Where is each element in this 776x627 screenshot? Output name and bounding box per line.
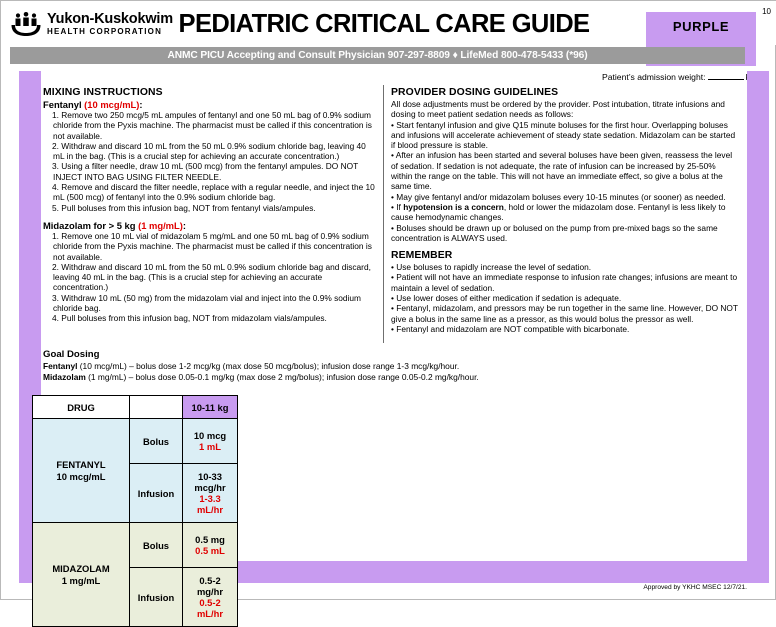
goal-fentanyl-detail: (10 mcg/mL) – bolus dose 1-2 mcg/kg (max dose 50 mcg/bolus); infusion dose range 1-3 mcg/kg/hour. xyxy=(77,361,460,371)
drug-name-midazolam: MIDAZOLAM xyxy=(52,562,110,574)
fentanyl-infusion-volume-unit: mL/hr xyxy=(196,504,224,516)
table-header-drug: DRUG xyxy=(33,396,130,419)
table-cell-route-infusion: Infusion xyxy=(130,568,183,627)
mixing-instructions-section xyxy=(43,87,379,324)
fentanyl-step: 3. Using a filter needle, draw 10 mL (500 mcg) from the fentanyl ampules. DO NOT INJECT INTO BAG USING FILTER NEEDLE. xyxy=(52,161,359,182)
goal-midazolam-name: Midazolam xyxy=(43,372,86,383)
midazolam-name: Midazolam for > 5 kg xyxy=(43,219,136,231)
goal-fentanyl-name: Fentanyl xyxy=(43,361,78,371)
goal-dosing-section xyxy=(43,349,513,383)
provider-bullet: • Start fentanyl infusion and give Q15 minute boluses for the first hour. Overlapping boluses and infusions will accelerate achievement of steady state sedation. Midazolam can be started if blood pressure is stable. xyxy=(391,119,736,151)
fentanyl-infusion-dose-value: 10-33 xyxy=(198,470,222,482)
fentanyl-step: 1. Remove two 250 mcg/5 mL ampules of fentanyl and one 50 mL bag of 0.9% sodium chloride from the Pyxis machine. The pharmacist must be called if this concentration is not available. xyxy=(52,110,372,141)
page-header xyxy=(1,1,776,45)
frame-right-bar xyxy=(747,71,769,583)
hypotension-prefix: • If xyxy=(391,201,404,212)
fentanyl-infusion-dose-unit: mcg/hr xyxy=(194,481,226,493)
midazolam-infusion-volume-unit: mL/hr xyxy=(196,608,224,620)
admission-weight-field xyxy=(602,72,755,82)
table-cell-fentanyl-infusion xyxy=(183,464,238,523)
goal-midazolam-detail: (1 mg/mL) – bolus dose 0.05-0.1 mg/kg (max dose 2 mg/bolus); infusion dose range 0.05-0.2 mg/kg/hour. xyxy=(85,372,479,383)
drug-conc-midazolam: 1 mg/mL xyxy=(61,574,101,586)
table-cell-route-bolus: Bolus xyxy=(130,419,183,464)
admission-weight-blank[interactable] xyxy=(708,79,744,80)
fentanyl-step: 4. Remove and discard the filter needle, replace with a regular needle, and inject the 10 mL (500 mcg) of fentanyl into the 0.9% sodium chloride bag. xyxy=(52,182,375,203)
table-header-row xyxy=(33,396,238,419)
provider-bullet: • After an infusion has been started and several boluses have been given, reassess the level of sedation. If sedation is not adequate, the rate of infusion can be increased by 25-50% within the range on the table. This will not have an immediate effect, so give a bolus at the same time. xyxy=(391,150,733,192)
midazolam-subheading xyxy=(43,220,379,231)
table-cell-fentanyl-bolus xyxy=(183,419,238,464)
midazolam-step: 1. Remove one 10 mL vial of midazolam 5 mg/mL and one 50 mL bag of 0.9% sodium chloride from the Pyxis machine. The pharmacist must be called if this concentration is not available. xyxy=(52,230,372,262)
goal-dosing-midazolam xyxy=(43,372,513,383)
table-cell-drug-fentanyl xyxy=(33,419,130,523)
table-cell-route-bolus: Bolus xyxy=(130,523,183,568)
provider-heading: PROVIDER DOSING GUIDELINES xyxy=(391,87,559,98)
provider-intro: All dose adjustments must be ordered by the provider. Post intubation, titrate infusions and dosing to meet patient sedation needs as follows: xyxy=(391,99,725,120)
table-header-route xyxy=(130,396,183,419)
dosing-table xyxy=(32,395,238,627)
midazolam-colon: : xyxy=(182,219,186,231)
org-name-primary: Yukon-Kuskokwim xyxy=(47,10,173,27)
fentanyl-concentration: (10 mcg/mL) xyxy=(84,99,140,110)
hypotension-suffix: , hold or lower the midazolam dose. Fentanyl is less likely to cause hemodynamic changes. xyxy=(391,201,726,223)
fentanyl-step: 5. Pull boluses from this infusion bag, NOT from fentanyl vials/ampules. xyxy=(52,202,316,213)
weight-color-label: PURPLE xyxy=(672,19,730,34)
midazolam-step: 2. Withdraw and discard 10 mL from the 50 mL 0.9% sodium chloride bag and discard, leaving 40 mL in the bag. (This is a crucial step for achieving an accurate concentration.) xyxy=(52,261,371,293)
midazolam-infusion-dose-unit: mg/hr xyxy=(196,585,224,597)
remember-bullet: • Use boluses to rapidly increase the level of sedation. xyxy=(391,262,592,273)
remember-heading: REMEMBER xyxy=(391,250,453,262)
org-name-secondary: HEALTH CORPORATION xyxy=(47,27,163,37)
midazolam-step: 4. Pull boluses from this infusion bag, NOT from midazolam vials/ampules. xyxy=(52,313,327,324)
fentanyl-name: Fentanyl xyxy=(43,99,82,110)
fentanyl-subheading xyxy=(43,99,379,110)
fentanyl-step: 2. Withdraw and discard 10 mL from the 50 mL 0.9% sodium chloride bag, leaving 40 mL in the bag. (This is a crucial step for achieving an accurate concentration.) xyxy=(52,140,366,162)
midazolam-step: 3. Withdraw 10 mL (50 mg) from the midazolam vial and inject into the 0.9% sodium chloride bag. xyxy=(52,292,362,314)
midazolam-infusion-dose-value: 0.5-2 xyxy=(199,574,221,586)
goal-dosing-heading: Goal Dosing xyxy=(43,349,100,360)
midazolam-bolus-volume: 0.5 mL xyxy=(195,545,225,556)
table-row xyxy=(33,523,238,568)
remember-bullet: • Patient will not have an immediate response to infusion rate changes; infusions are meant to maintain a level of sedation. xyxy=(391,272,738,293)
provider-bullet: • May give fentanyl and/or midazolam boluses every 10-15 minutes (or sooner) as needed. xyxy=(391,191,726,202)
provider-bullet: • Boluses should be drawn up or bolused on the pump from pre-mixed bags so the same concentration is ALWAYS used. xyxy=(391,222,718,243)
goal-dosing-fentanyl xyxy=(43,361,513,372)
provider-dosing-section xyxy=(391,87,739,334)
fentanyl-bolus-dose: 10 mcg xyxy=(193,429,227,441)
midazolam-concentration: (1 mg/mL) xyxy=(138,219,183,231)
table-cell-midazolam-bolus xyxy=(183,523,238,568)
admission-weight-label: Patient’s admission weight: xyxy=(602,72,706,82)
fentanyl-infusion-volume-value: 1-3.3 xyxy=(199,493,221,504)
ykhc-logo-icon xyxy=(11,11,41,37)
page-number: 10 xyxy=(762,7,771,16)
page-title: PEDIATRIC CRITICAL CARE GUIDE xyxy=(178,10,590,38)
column-divider xyxy=(383,85,384,343)
remember-bullet: • Use lower doses of either medication if sedation is adequate. xyxy=(391,293,622,304)
mixing-heading: MIXING INSTRUCTIONS xyxy=(43,87,163,98)
table-header-weight: 10-11 kg xyxy=(183,396,238,419)
remember-bullet: • Fentanyl, midazolam, and pressors may be run together in the same line. However, DO NOT give a bolus in the same line as a pressor, as this would bolus the pressor as well. xyxy=(391,303,738,324)
provider-bullet-hypotension xyxy=(391,202,739,223)
fentanyl-bolus-volume: 1 mL xyxy=(199,441,221,452)
midazolam-infusion-volume-value: 0.5-2 xyxy=(199,597,221,608)
table-row xyxy=(33,419,238,464)
table-cell-midazolam-infusion xyxy=(183,568,238,627)
hypotension-emphasis: hypotension is a concern xyxy=(403,201,504,212)
fentanyl-colon: : xyxy=(139,99,143,110)
remember-bullet: • Fentanyl and midazolam are NOT compatible with bicarbonate. xyxy=(391,323,630,334)
drug-conc-fentanyl: 10 mcg/mL xyxy=(56,470,106,482)
table-cell-route-infusion: Infusion xyxy=(130,464,183,523)
table-cell-drug-midazolam xyxy=(33,523,130,627)
drug-name-fentanyl: FENTANYL xyxy=(56,458,106,470)
approval-footnote: Approved by YKHC MSEC 12/7/21. xyxy=(643,584,747,591)
midazolam-bolus-dose: 0.5 mg xyxy=(195,533,225,545)
contact-banner: ANMC PICU Accepting and Consult Physician 907-297-8809 ♦ LifeMed 800-478-5433 (*96) xyxy=(10,47,745,64)
